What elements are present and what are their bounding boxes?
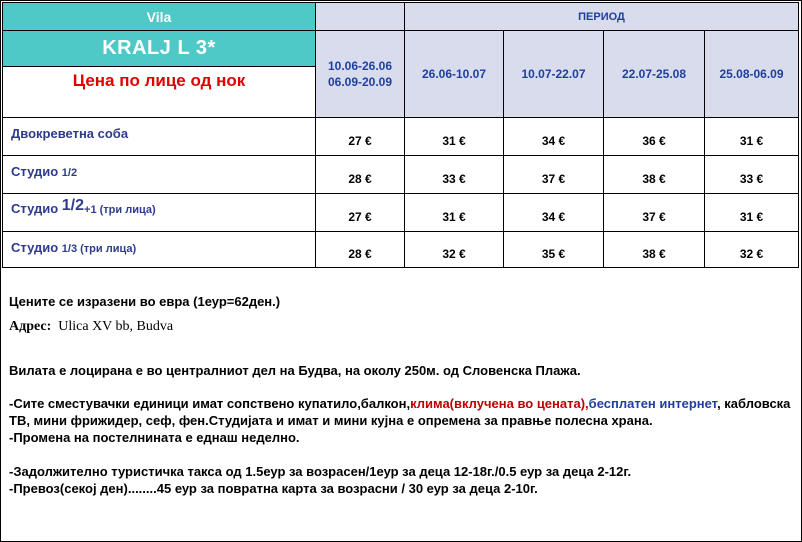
price-cell: 33 €: [405, 156, 504, 194]
amenities-note: -Сите сместувачки единици имат сопствено купатило,балкон,клима(вклучена во цената),бесплатен интернет, кабловска ТВ, мини фрижидер, сеф, фен.Студијата и имат и мини кујна е опремена за правње полесна храна.: [9, 396, 791, 428]
table-row: [3, 118, 799, 156]
vila-label: Vila: [3, 3, 316, 31]
row-label: Студио 1/3 (три лица): [3, 232, 316, 268]
price-cell: 34 €: [504, 194, 604, 232]
table-row: [3, 194, 799, 232]
price-cell: 31 €: [705, 194, 799, 232]
linen-note: -Промена на постелнината е еднаш неделно.: [9, 430, 300, 445]
price-cell: 28 €: [316, 156, 405, 194]
price-cell: 35 €: [504, 232, 604, 268]
row-label-main: Двокреветна соба: [11, 126, 129, 141]
location-note: Вилата е лоцирана е во централниот дел на Будва, на околу 250м. од Словенска Плажа.: [9, 363, 581, 378]
period-col-1-line1: 10.06-26.06: [327, 59, 393, 73]
price-cell: 32 €: [405, 232, 504, 268]
price-cell: 27 €: [316, 194, 405, 232]
price-cell: 31 €: [405, 118, 504, 156]
address-value: Ulica XV bb, Budva: [58, 319, 174, 334]
notes-section: [9, 293, 794, 497]
price-cell: 38 €: [604, 232, 705, 268]
row-label: Студио 1/2: [3, 156, 316, 194]
address-line: [9, 318, 794, 335]
currency-note: Цените се изразени во евра (1еур=62ден.): [9, 294, 281, 309]
tax-note: -Задолжително туристичка такса од 1.5еур за возрасен/1еур за деца 12-18г./0.5 еур за деца 2-12г.: [9, 464, 632, 479]
period-col-2: 26.06-10.07: [405, 31, 504, 118]
period-col-1-line2: 06.09-20.09: [327, 75, 393, 89]
price-cell: 27 €: [316, 118, 405, 156]
internet-text: бесплатен интернет: [588, 396, 718, 411]
address-label: Адрес:: [9, 319, 52, 334]
table-row: [3, 156, 799, 194]
price-cell: 31 €: [705, 118, 799, 156]
price-cell: 37 €: [504, 156, 604, 194]
table-row: [3, 232, 799, 268]
price-cell: 32 €: [705, 232, 799, 268]
period-col-5: 25.08-06.09: [705, 31, 799, 118]
price-cell: 38 €: [604, 156, 705, 194]
klima-text: клима(вклучена во цената),: [410, 396, 589, 411]
period-header: ПЕРИОД: [405, 3, 799, 31]
transfer-note: -Превоз(секој ден)........45 еур за повратна карта за возрасни / 30 еур за деца 2-10г.: [9, 481, 538, 496]
price-cell: 34 €: [504, 118, 604, 156]
row-label: Студио 1/2+1 (три лица): [3, 194, 316, 232]
price-label: Цена по лице од нок: [3, 67, 316, 118]
period-col-3: 10.07-22.07: [504, 31, 604, 118]
price-cell: 28 €: [316, 232, 405, 268]
row-label: [3, 118, 316, 156]
price-cell: 33 €: [705, 156, 799, 194]
price-cell: 37 €: [604, 194, 705, 232]
period-col-1: [316, 31, 405, 118]
price-cell: 36 €: [604, 118, 705, 156]
period-col-4: 22.07-25.08: [604, 31, 705, 118]
period-blank-cell: [316, 3, 405, 31]
price-cell: 31 €: [405, 194, 504, 232]
price-table: [2, 2, 799, 268]
hotel-name: KRALJ L 3*: [3, 31, 316, 67]
